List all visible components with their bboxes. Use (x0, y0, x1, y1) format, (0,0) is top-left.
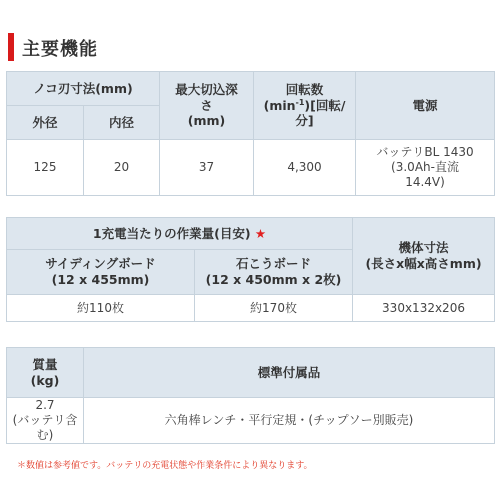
section-title-marker (8, 33, 14, 61)
inner-diameter-header: 内径 (84, 106, 160, 140)
power-header: 電源 (356, 72, 495, 140)
gypsum-board-header: 石こうボード (12 x 450mm x 2枚) (195, 250, 353, 295)
rotation-header: 回転数 $(\min^{-1})$[回転/ 分] (254, 72, 356, 140)
spec-table (6, 71, 495, 196)
outer-diameter-header: 外径 (7, 106, 84, 140)
outer-diameter-value: 125 (7, 140, 84, 196)
star-icon: ★ (254, 225, 267, 241)
max-depth-value: 37 (160, 140, 254, 196)
siding-board-value: 約110枚 (7, 295, 195, 322)
gypsum-board-value: 約170枚 (195, 295, 353, 322)
power-value: バッテリBL 1430 (3.0Ah-直流 14.4V) (356, 140, 495, 196)
work-amount-header: 1充電当たりの作業量(目安) ★ (7, 218, 353, 250)
siding-board-header: サイディングボード (12 x 455mm) (7, 250, 195, 295)
dimensions-header: 機体寸法 (長さx幅x高さmm) (353, 218, 495, 295)
footnote: ＊数値は参考値です。バッテリの充電状態や作業条件により異なります。 (17, 461, 313, 471)
accessories-header: 標準付属品 (84, 348, 495, 398)
dimensions-value: 330x132x206 (353, 295, 495, 322)
rotation-value: 4,300 (254, 140, 356, 196)
inner-diameter-value: 20 (84, 140, 160, 196)
work-amount-table (6, 217, 495, 322)
max-depth-header: 最大切込深 さ (mm) (160, 72, 254, 140)
accessories-table (6, 347, 495, 444)
section-title: 主要機能 (22, 39, 98, 60)
accessories-value: 六角棒レンチ・平行定規・(チップソー別販売) (84, 398, 495, 444)
blade-size-header: ノコ刃寸法(mm) (7, 72, 160, 106)
mass-header: 質量 (kg) (7, 348, 84, 398)
mass-value: 2.7 (バッテリ含む) (7, 398, 84, 444)
